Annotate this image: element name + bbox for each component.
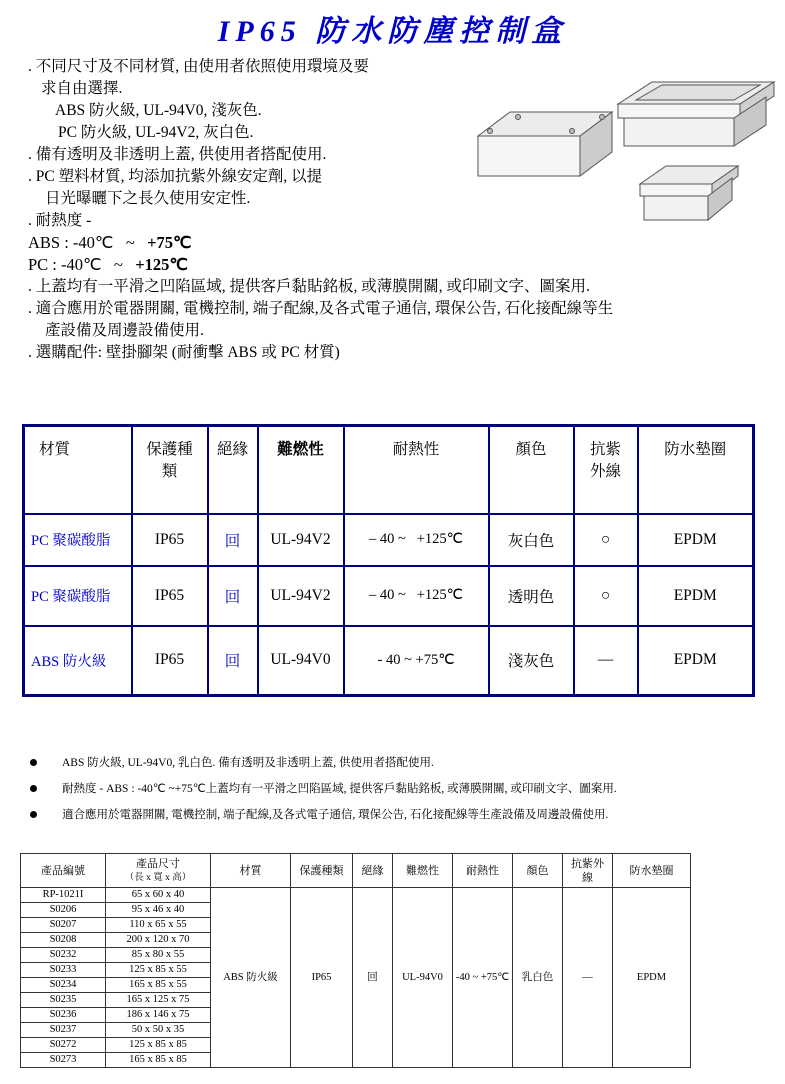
abs-heat-prefix: ABS : -40℃ ~ <box>28 233 148 252</box>
cell-protection: IP65 <box>132 626 208 696</box>
cell-product-id: S0237 <box>21 1023 106 1038</box>
cell-product-id: S0236 <box>21 1008 106 1023</box>
cell-product-size: 125 x 85 x 85 <box>106 1038 211 1053</box>
spec-header-uv: 抗紫外線 <box>574 426 638 514</box>
intro-line: . 適合應用於電器開關, 電機控制, 端子配線,及各式電子通信, 環保公告, 石化接配線等生 <box>28 300 614 317</box>
cell-product-id: S0272 <box>21 1038 106 1053</box>
product-header-material: 材質 <box>211 854 291 888</box>
intro-line: PC 防火級, UL-94V2, 灰白色. <box>58 124 254 141</box>
control-box-drawing-icon <box>470 64 780 239</box>
abs-heat-max: +75℃ <box>147 233 192 252</box>
cell-color: 透明色 <box>489 566 574 626</box>
cell-uv: ○ <box>574 566 638 626</box>
cell-product-size: 186 x 146 x 75 <box>106 1008 211 1023</box>
product-header-uv: 抗紫外線 <box>563 854 613 888</box>
cell-protection: IP65 <box>132 514 208 566</box>
cell-shared-insulation: 回 <box>353 888 393 1068</box>
cell-flammability: UL-94V0 <box>258 626 344 696</box>
intro-line: ABS 防火級, UL-94V0, 淺灰色. <box>55 102 262 119</box>
spec-row <box>24 514 754 566</box>
intro-line: 求自由選擇. <box>41 80 123 97</box>
intro-line: . 不同尺寸及不同材質, 由使用者依照使用環境及要 <box>28 58 370 75</box>
intro-line: . 備有透明及非透明上蓋, 供使用者搭配使用. <box>28 146 327 163</box>
cell-product-size: 95 x 46 x 40 <box>106 903 211 918</box>
cell-color: 灰白色 <box>489 514 574 566</box>
product-header-size <box>106 854 211 888</box>
cell-shared-protection: IP65 <box>291 888 353 1068</box>
cell-uv: — <box>574 626 638 696</box>
cell-shared-flammability: UL-94V0 <box>393 888 453 1068</box>
cell-gasket: EPDM <box>638 514 754 566</box>
cell-product-id: S0208 <box>21 933 106 948</box>
cell-insulation: 回 <box>208 566 258 626</box>
cell-insulation: 回 <box>208 514 258 566</box>
cell-product-id: S0273 <box>21 1053 106 1068</box>
cell-product-id: S0206 <box>21 903 106 918</box>
product-table <box>20 853 691 1068</box>
product-header-gasket: 防水墊圈 <box>613 854 691 888</box>
cell-color: 淺灰色 <box>489 626 574 696</box>
cell-insulation: 回 <box>208 626 258 696</box>
spec-table <box>22 424 755 697</box>
product-header-flammability: 難燃性 <box>393 854 453 888</box>
page-title: IP65 防水防塵控制盒 <box>217 15 568 48</box>
cell-product-size: 165 x 125 x 75 <box>106 993 211 1008</box>
note-item <box>30 756 760 770</box>
spec-header-heat: 耐熱性 <box>344 426 489 514</box>
cell-product-size: 85 x 80 x 55 <box>106 948 211 963</box>
cell-heat: – 40 ~ +125℃ <box>344 566 489 626</box>
cell-product-size: 165 x 85 x 55 <box>106 978 211 993</box>
cell-product-size: 165 x 85 x 85 <box>106 1053 211 1068</box>
product-row <box>21 888 691 903</box>
bullet-icon <box>30 811 37 818</box>
note-item <box>30 782 760 796</box>
cell-material: ABS 防火級 <box>24 626 132 696</box>
spec-header-row <box>24 426 754 514</box>
note-item <box>30 808 760 822</box>
cell-product-size: 50 x 50 x 35 <box>106 1023 211 1038</box>
bullet-icon <box>30 785 37 792</box>
cell-product-size: 65 x 60 x 40 <box>106 888 211 903</box>
cell-gasket: EPDM <box>638 566 754 626</box>
pc-heat-range <box>28 254 773 276</box>
spec-header-insulation: 絕緣 <box>208 426 258 514</box>
cell-product-id: S0233 <box>21 963 106 978</box>
product-header-heat: 耐熱性 <box>453 854 513 888</box>
bullet-icon <box>30 759 37 766</box>
cell-flammability: UL-94V2 <box>258 566 344 626</box>
cell-material: PC 聚碳酸脂 <box>24 514 132 566</box>
spec-header-flammability: 難燃性 <box>258 426 344 514</box>
intro-line: 日光曝曬下之長久使用安定性. <box>45 190 251 207</box>
cell-shared-color: 乳白色 <box>513 888 563 1068</box>
spec-row <box>24 626 754 696</box>
intro-line: . 選購配件: 壁掛腳架 (耐衝擊 ABS 或 PC 材質) <box>28 344 340 361</box>
intro-line: . 上蓋均有一平滑之凹陷區域, 提供客戶黏貼銘板, 或薄膜開關, 或印刷文字、圖案用. <box>28 278 590 295</box>
cell-heat: - 40 ~ +75℃ <box>344 626 489 696</box>
note-text: 耐熱度 - ABS : -40℃ ~+75℃上蓋均有一平滑之凹陷區域, 提供客戶黏貼銘板, 或薄膜開關, 或印刷文字、圖案用. <box>62 783 617 795</box>
cell-gasket: EPDM <box>638 626 754 696</box>
cell-protection: IP65 <box>132 566 208 626</box>
spec-header-material: 材質 <box>24 426 132 514</box>
spec-row <box>24 566 754 626</box>
cell-product-id: S0234 <box>21 978 106 993</box>
product-header-protection: 保護種類 <box>291 854 353 888</box>
control-box-illustration <box>470 64 780 239</box>
product-header-size-line2: （長 x 寬 x 高） <box>124 872 192 883</box>
product-header-id: 產品編號 <box>21 854 106 888</box>
intro-line: . 耐熱度 - <box>28 212 92 229</box>
cell-shared-gasket: EPDM <box>613 888 691 1068</box>
intro-line: 產設備及周邊設備使用. <box>45 322 204 339</box>
pc-heat-max: +125℃ <box>135 255 188 274</box>
cell-product-id: RP-1021I <box>21 888 106 903</box>
spec-header-protection: 保護種類 <box>132 426 208 514</box>
cell-shared-uv: — <box>563 888 613 1068</box>
cell-heat: – 40 ~ +125℃ <box>344 514 489 566</box>
product-header-color: 顏色 <box>513 854 563 888</box>
cell-material: PC 聚碳酸脂 <box>24 566 132 626</box>
cell-flammability: UL-94V2 <box>258 514 344 566</box>
product-header-insulation: 絕緣 <box>353 854 393 888</box>
cell-product-size: 200 x 120 x 70 <box>106 933 211 948</box>
spec-header-gasket: 防水墊圈 <box>638 426 754 514</box>
note-text: 適合應用於電器開關, 電機控制, 端子配線,及各式電子通信, 環保公告, 石化接配線等生產設備及周邊設備使用. <box>62 809 609 821</box>
cell-shared-material: ABS 防火級 <box>211 888 291 1068</box>
pc-heat-prefix: PC : -40℃ ~ <box>28 255 136 274</box>
product-header-row <box>21 854 691 888</box>
cell-product-id: S0207 <box>21 918 106 933</box>
cell-product-id: S0232 <box>21 948 106 963</box>
cell-product-size: 110 x 65 x 55 <box>106 918 211 933</box>
cell-product-id: S0235 <box>21 993 106 1008</box>
product-header-size-line1: 產品尺寸 <box>136 857 180 870</box>
note-text: ABS 防火級, UL-94V0, 乳白色. 備有透明及非透明上蓋, 供使用者搭配使用. <box>62 757 434 769</box>
cell-shared-heat: -40 ~ +75℃ <box>453 888 513 1068</box>
spec-header-color: 顏色 <box>489 426 574 514</box>
cell-product-size: 125 x 85 x 55 <box>106 963 211 978</box>
cell-uv: ○ <box>574 514 638 566</box>
notes-block <box>30 756 760 834</box>
intro-line: . PC 塑料材質, 均添加抗紫外線安定劑, 以提 <box>28 168 323 185</box>
